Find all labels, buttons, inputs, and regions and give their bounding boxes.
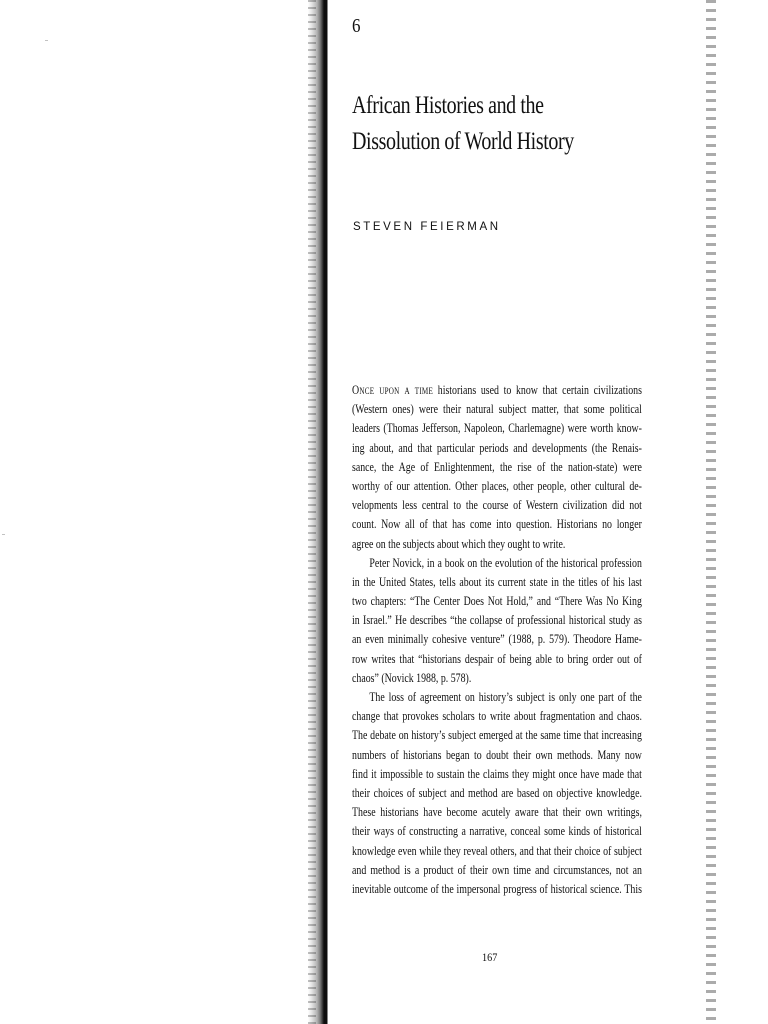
body-line: row writes that “historians despair of being able to bring order out of [352,651,642,666]
body-line: two chapters: “The Center Does Not Hold,” and “There Was No King [352,594,642,609]
body-line: leaders (Thomas Jefferson, Napoleon, Charlemagne) were worth know- [352,421,642,436]
body-line: knowledge even while they reveal others, and that their choice of subject [352,843,642,858]
body-line: agree on the subjects about which they ought to write. [352,536,566,551]
body-line: The loss of agreement on history’s subject is only one part of the [369,690,642,704]
body-line: worthy of our attention. Other places, other people, other cultural de- [352,478,642,493]
body-line: count. Now all of that has come into question. Historians no longer [352,517,642,532]
binding-gutter-texture [308,0,316,1024]
body-line: and method is a product of their own time and circumstances, not an [352,862,642,877]
body-line: Peter Novick, in a book on the evolution of the historical profession [369,555,642,570]
body-line: The debate on history’s subject emerged at the same time that increasing [352,728,642,743]
book-page [352,0,642,1024]
body-line: in the United States, tells about its current state in the titles of his last [352,574,642,589]
body-line: their choices of subject and method are based on objective knowledge. [352,785,642,800]
facing-page-edge [0,0,310,1024]
body-line [352,381,642,400]
page-right-edge [706,0,716,1024]
body-line: (Western ones) were their natural subject matter, that some political [352,402,642,417]
opening-small-caps: Once upon a time [352,383,434,397]
scan-speck [2,534,5,535]
scan-speck [45,40,48,41]
body-line: chaos” (Novick 1988, p. 578). [352,670,472,685]
chapter-number: 6 [352,15,361,37]
chapter-body-text [352,381,642,899]
body-line: inevitable outcome of the impersonal progress of historical science. This [352,881,642,896]
body-line: an even minimally cohesive venture” (1988, p. 579). Theodore Hame- [352,632,642,647]
chapter-title-line: African Histories and the [352,92,544,119]
body-line: change that provokes scholars to write about fragmentation and chaos. [352,709,642,724]
body-line-text: historians used to know that certain civilizations [433,383,642,397]
body-line: in Israel.” He describes “the collapse of professional historical study as [352,613,642,628]
body-line: sance, the Age of Enlightenment, the rise of the nation-state) were [352,459,642,474]
body-line: numbers of historians began to doubt their own methods. Many now [352,747,642,762]
body-line: These historians have become acutely aware that their own writings, [352,805,642,820]
chapter-title [352,88,642,160]
chapter-author: STEVEN FEIERMAN [353,221,501,233]
chapter-title-line: Dissolution of World History [352,128,574,155]
body-line: their ways of constructing a narrative, conceal some kinds of historical [352,824,642,839]
page-number: 167 [482,950,498,964]
body-line: find it impossible to sustain the claims they might once have made that [352,766,642,781]
body-line: velopments less central to the course of Western civilization did not [352,498,642,513]
body-line: ing about, and that particular periods and developments (the Renais- [352,440,642,455]
